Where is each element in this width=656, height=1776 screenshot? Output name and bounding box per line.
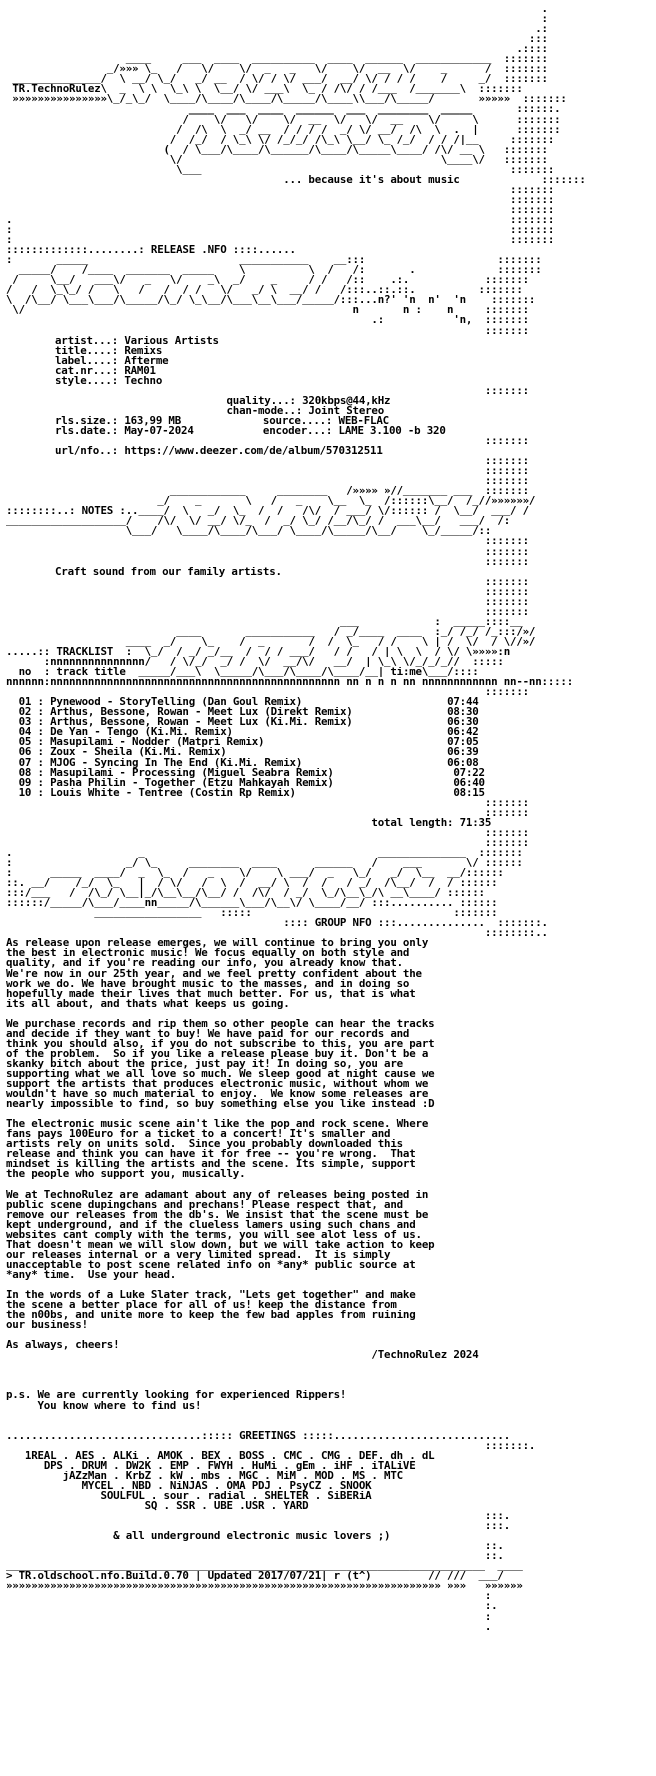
ascii-art: / /\ \ _/ __ / / / / _/ \/ __/ /\ \ . | ::::::: xyxy=(6,124,561,135)
group-nfo-line: mindset is killing the artists and the scene. Its simple, support xyxy=(6,1159,416,1170)
group-nfo-line: We purchase records and rip them so other people can hear the tracks xyxy=(6,1018,435,1029)
header-title: track title xyxy=(56,667,126,678)
spacer: ::::::: xyxy=(6,385,529,396)
total-length: total length: 71:35 xyxy=(371,817,492,828)
group-nfo-line: artists rely on units sold. Since you probably downloaded this xyxy=(6,1139,403,1150)
field-rls-size: rls.size.: 163,99 MB source....: WEB-FLAC xyxy=(55,415,389,426)
ascii-art: :::/___ / /\_/ \__|_/\__\__/\__/ / /\/ / _/ \_/\__\_/\ __\____/ :::::: xyxy=(6,888,485,899)
track-row: 02 : Arthus, Bessone, Rowan - Meet Lux (Direkt Remix) 08:30 xyxy=(18,707,479,718)
ascii-art: ::: xyxy=(6,34,548,45)
spacer: ::::::: xyxy=(6,466,529,477)
ascii-art: . xyxy=(6,4,548,15)
ascii-art: : _/ \_ ________ ____ ______ / ___ \/ :::::: xyxy=(6,857,523,869)
ascii-art: : ::::::: xyxy=(6,235,555,246)
ascii-art: / / \_\_/ / \ / / / / \/ _/ \ __/ / /:::..::.::. ::::::: xyxy=(6,285,523,296)
ascii-art: .: 'n, ::::::: xyxy=(6,315,529,326)
ascii-art: : xyxy=(6,1591,492,1602)
track-row: 06 : Zoux - Sheila (Ki.Mi. Remix) 06:39 xyxy=(18,747,479,758)
ascii-art: / \__/ ___\/ _ \/ _\ _/ _ / / /:: .:. ::::::: xyxy=(6,275,529,286)
greetings-line: DPS . DRUM . DW2K . EMP . FWYH . HuMi . gEm . iHF . iTALiVE xyxy=(43,1460,416,1471)
spacer: ::. xyxy=(6,1551,504,1562)
spacer: :::. xyxy=(6,1521,511,1532)
ascii-art: \___/ \____/\____/\___/ \____/\_____/\__/ \_/_____/:: xyxy=(6,526,492,537)
ascii-art: _/ _ \ / _ \__ \_ /::::::\__/ /_//»»»»»»/ xyxy=(6,496,536,507)
track-row: 10 : Louis White - Tentree (Costin Rp Remix) 08:15 xyxy=(18,787,485,798)
spacer: ::::::: xyxy=(6,837,529,848)
greetings-line: SQ . SSR . UBE .USR . YARD xyxy=(144,1500,309,1512)
spacer xyxy=(6,1380,650,1390)
group-nfo-line: The electronic music scene ain't like the pop and rock scene. Where xyxy=(6,1119,429,1130)
group-nfo-line: websites cant comply with the terms, you will see alot less of us. xyxy=(6,1229,422,1240)
group-nfo-line: fans pays 100Euro for a ticket to a concert! It's smaller and xyxy=(6,1129,391,1140)
spacer: ::::::: xyxy=(6,797,529,808)
spacer: :::. xyxy=(6,1511,511,1522)
group-nfo-line: unacceptable to post scene related info on *any* public source at xyxy=(6,1259,416,1270)
ascii-art: : ::::::: xyxy=(6,225,555,236)
ascii-art: ___ : _____::::__ xyxy=(6,616,523,627)
spacer xyxy=(6,1109,650,1119)
spacer xyxy=(6,1370,650,1380)
ascii-art: . xyxy=(6,1621,492,1632)
header-no: no xyxy=(18,667,32,678)
ascii-art: \ /\__/ \___\___/\_____/\_/ \_\__/\___\__\___/_____/:::...n?' 'n n' 'n ::::::: xyxy=(6,295,536,306)
ascii-art: nnnnnn:nnnnnnnnnnnnnnnnnnnnnnnnnnnnnnnnnnnnnnnnnnnnnn nn n n n nn nnnnnnnnnnnn nn--nn::::: xyxy=(6,677,574,688)
ascii-art: ::::::/_____/\___/____nn_____/\______\___/\__\/ \____/__/ :::.......... :::::: xyxy=(6,898,498,909)
spacer: ::::::: xyxy=(6,576,529,587)
track-row: 07 : MJOG - Syncing In The End (Ki.Mi. Remix) 06:08 xyxy=(18,757,479,768)
ascii-art: : _____ ____/ _ \_ / _ \/ \ ___/ _ \_/ _/ \__ __/:::::: xyxy=(6,868,504,879)
spacer xyxy=(6,1280,650,1290)
ascii-art: : _____ ___________ __::: ::::::: xyxy=(6,255,542,266)
field-chan-mode: chan-mode..: Joint Stereo xyxy=(6,405,385,416)
spacer: ::::::::.. xyxy=(6,928,548,939)
ascii-art: .: xyxy=(6,24,548,35)
spacer: ::::::: xyxy=(6,586,529,597)
section-release-nfo: :::::::::::::........: RELEASE .NFO ::::...... xyxy=(6,245,296,256)
section-notes: ::::::::..: NOTES :.. xyxy=(6,506,139,517)
tracklist-header: no : track title _____/___\ \_____/\___/\____/\____/__| ti:me\___/:::: xyxy=(18,667,479,678)
greetings-line: MYCEL . NBD . NiNJAS . OMA PDJ . PsyCZ . SNOOK xyxy=(81,1480,372,1491)
spacer xyxy=(6,1179,650,1189)
track-row: 08 : Masupilami - Processing (Miguel Seabra Remix) 07:22 xyxy=(18,767,485,778)
ascii-art: ____________________________________________________________________________ ____ xyxy=(6,1561,523,1572)
field-title: title....: Remixs xyxy=(55,345,163,356)
ascii-art: .:::: xyxy=(6,44,548,55)
group-nfo-line: of the problem. So if you like a release please buy it. Don't be a xyxy=(6,1048,429,1059)
spacer xyxy=(6,1421,650,1431)
spacer: ::. xyxy=(6,1541,504,1552)
ascii-art: :nnnnnnnnnnnnnnn/ / \/_/ _/ / \/ __/\/ __/ | \_\ \/_/_/_// ::::: xyxy=(6,657,504,668)
ascii-art: / /_/ / \_\ \/ /_/_/ /\_\ \__/ \_ /_/ / / /|__ ::::::: xyxy=(6,134,555,145)
ascii-art: . _ ______________ ::::::: xyxy=(6,847,523,858)
group-nfo-line: our releases internal or a very limited spread. It is simply xyxy=(6,1249,391,1260)
ascii-art: ____ ___ ____ __________ ____ ______ ____________ ::::::: xyxy=(6,54,548,65)
group-nfo-line: nearly impossible to find, so buy something else you like instead :D xyxy=(6,1099,435,1110)
ascii-art: \___ ::::::: xyxy=(6,164,555,175)
ascii-art: ::::::: xyxy=(6,204,555,215)
spacer xyxy=(6,1330,650,1340)
footer-line: > TR.oldschool.nfo.Build.0.70 | Updated 2017/07/21| r (t^) // /// ___/ xyxy=(6,1571,504,1582)
greetings-line: SOULFUL . sour . radial . SHELTER . SiBERiA xyxy=(100,1490,372,1501)
group-nfo-line: wouldn't have so much material to enjoy. We know some releases are xyxy=(6,1089,429,1100)
group-nfo-line: its all about, and thats what keeps us going. xyxy=(6,998,290,1009)
closing-cheers: As always, cheers! xyxy=(6,1340,120,1351)
group-nfo-line: think you should also, if you do not subscribe to this, you are part xyxy=(6,1038,435,1049)
field-style: style....: Techno xyxy=(55,375,163,386)
group-nfo-line: public scene dupingchans and prechans! Please respect that, and xyxy=(6,1199,403,1210)
spacer: ::::::: xyxy=(6,476,529,487)
ascii-art: ::::::: xyxy=(6,325,529,336)
track-row: 03 : Arthus, Bessone, Rowan - Meet Lux (Ki.Mi. Remix) 06:30 xyxy=(18,717,479,728)
track-row: 04 : De Yan - Tengo (Ki.Mi. Remix) 06:42 xyxy=(18,727,479,738)
ascii-art: ::. __/ /_/ \_ | / \/ / \ / __/ \ / / / _/ /\__/ / / :::::: xyxy=(6,878,498,889)
ascii-art: ::::::: xyxy=(6,184,555,195)
track-row: 09 : Pasha Philin - Together (Etzu Mahkayah Remix) 06:40 xyxy=(18,777,485,788)
spacer xyxy=(6,1360,650,1370)
header-time: ti:me xyxy=(390,667,422,678)
ascii-art: : xyxy=(6,1611,492,1622)
greetings-tail: & all underground electronic music lovers ;) xyxy=(113,1531,391,1542)
spacer: ::::::: xyxy=(6,436,529,447)
group-nfo-line: As release upon release emerges, we will continue to bring you only xyxy=(6,938,429,949)
group-nfo-line: release and think you can have it for free -- you're wrong. That xyxy=(6,1149,416,1160)
group-nfo-line: quality, and if you're reading our info, you already know that. xyxy=(6,958,403,969)
track-row: 01 : Pynewood - StoryTelling (Dan Goul Remix) 07:44 xyxy=(18,697,479,708)
field-rls-date: rls.date.: May-07-2024 encoder...: LAME 3.100 -b 320 xyxy=(55,425,446,437)
spacer xyxy=(6,1009,650,1019)
ascii-art: ... because it's about music ::::::: xyxy=(283,174,586,185)
field-label: label....: Afterme xyxy=(55,355,169,366)
spacer: ::::::: xyxy=(6,596,529,607)
group-nfo-line: We're now in our 25th year, and we feel pretty confident about the xyxy=(6,968,422,979)
ascii-art: _________________ ::::: ::::::: xyxy=(6,908,498,919)
ascii-art: :. xyxy=(6,1601,498,1612)
group-nfo-line: the n00bs, and unite more to keep the few bad apples from ruining xyxy=(6,1310,416,1321)
group-nfo-line: kept underground, and if the clueless lamers using such chans and xyxy=(6,1219,416,1230)
nfo-document xyxy=(6,4,650,1632)
group-nfo-line: support the artists that produces electronic music, without whom we xyxy=(6,1079,429,1090)
ascii-art: \/ n n : n ::::::: xyxy=(6,305,529,316)
section-greetings: ...............................::::: GREETINGS :::::............................ xyxy=(6,1430,511,1441)
ascii-art: ( / \___/\____/\______/\____/\_____\____/ /\/ __ \ ::::::: xyxy=(6,144,548,155)
ascii-art: : xyxy=(6,14,548,25)
spacer: :::::::. xyxy=(6,1440,536,1451)
closing-signature: /TechnoRulez 2024 xyxy=(371,1350,479,1361)
spacer: ::::::: xyxy=(6,546,529,557)
ascii-art: _/»»» \_ / \/ \/ _ _ \/ \/ __ \/ _ / ::::::: xyxy=(6,64,548,75)
ascii-art: »»»»»»»»»»»»»»»\_/_\_/ \____/\____/\____/\_____/\____\\___/\_____/ »»»»» ::::::: xyxy=(6,94,567,105)
ascii-art: ____ ___ ____ ______ ___ ________ _____ ::::::. xyxy=(6,104,561,115)
ascii-art: »»»»»»»»»»»»»»»»»»»»»»»»»»»»»»»»»»»»»»»»»»»»»»»»»»»»»»»»»»»»»»»»»»»»» »»» »»»»»» xyxy=(6,1581,523,1592)
ascii-art: ::::::: xyxy=(6,536,529,547)
group-nfo-line: skanky bitch about the price, just pay it! In doing so, you are xyxy=(6,1058,403,1069)
group-nfo-line: That doesn't mean we will slow down, but we will take action to keep xyxy=(6,1239,435,1250)
spacer: ::::::: xyxy=(6,807,529,818)
group-nfo-line: We at TechnoRulez are adamant about any of releases being posted in xyxy=(6,1189,429,1200)
field-quality: quality...: 320kbps@44,kHz xyxy=(6,395,391,406)
group-nfo-line: the people who support you, musically. xyxy=(6,1169,246,1180)
group-nfo-line: our business! xyxy=(6,1320,88,1331)
ascii-art: TR.TechnoRulez\ _ \ \ \_\ \ \__/ \/ ___\ \_ / /\/ / /___ /_______\ ::::::: xyxy=(12,84,523,95)
group-tag: TR.TechnoRulez xyxy=(12,84,101,95)
notes-text: Craft sound from our family artists. xyxy=(55,566,282,577)
ascii-art: . ::::::: xyxy=(6,214,555,226)
ascii-art: _____/ /____ _______ _____ \ \ / /: . ::::::: xyxy=(6,265,542,276)
group-nfo-line: the best in electronic music! We focus equally on both style and xyxy=(6,948,410,959)
group-nfo-line: In the words of a Luke Slater track, "Lets get together" and make xyxy=(6,1290,416,1301)
spacer: ::::::: xyxy=(6,556,529,567)
group-nfo-line: supporting what we all love so much. We sleep good at night cause we xyxy=(6,1068,435,1080)
greetings-line: 1REAL . AES . ALKi . AMOK . BEX . BOSS . CMC . CMG . DEF. dh . dL xyxy=(24,1450,435,1461)
ascii-art: / \/ \/ \/ __ \/ \/ __ \/ \ ::::::: xyxy=(6,114,561,125)
group-nfo-line: hopefully made their lives that much better. For us, that is what xyxy=(6,988,416,999)
group-motto: ... because it's about music xyxy=(283,174,460,185)
ascii-art: ::::::::..: NOTES :..____/ \ _/ \_ / / /\/ / ___/ \/:::::: / \__/ ___/ / xyxy=(6,506,529,517)
spacer: ::::::: xyxy=(6,606,529,617)
greetings-line: jAZzMan . KrbZ . kW . mbs . MGC . MiM . MOD . MS . MTC xyxy=(62,1470,403,1481)
field-catnr: cat.nr...: RAM01 xyxy=(55,365,156,376)
track-row: 05 : Masupilami - Nodder (Matpri Remix) 07:05 xyxy=(18,737,479,748)
section-tracklist: .....:: TRACKLIST : xyxy=(6,647,133,658)
spacer: ::::::: xyxy=(6,687,529,698)
group-nfo-line: the scene a better place for all of us! keep the distance from xyxy=(6,1300,397,1311)
group-nfo-line: work we do. We have brought music to the masses, and in doing so xyxy=(6,978,410,989)
field-url: url/nfo..: https://www.deezer.com/de/album/570312511 xyxy=(55,446,383,457)
section-group-nfo: :::: GROUP NFO :::.............. :::::::. xyxy=(283,918,548,929)
field-artist: artist...: Various Artists xyxy=(55,335,219,346)
ascii-art: ___________________/ /\/ \/ __/ \/_ / _/ \_/ /__/\_/ / ___\__/ ___/ /: xyxy=(6,516,511,527)
spacer: ::::::: xyxy=(6,456,529,467)
ascii-art: ::::::: xyxy=(6,194,555,205)
spacer: ::::::: xyxy=(6,827,529,838)
ascii-art: ______________/ \ __/ \_/ _/ __ / \/ / \/ ___/ __/ \/ / / / / _/ ::::::: xyxy=(6,74,548,85)
ps-line: p.s. We are currently looking for experienced Rippers! xyxy=(6,1390,347,1401)
ascii-art: ____________ ________ /»»»» »//_______ ___ ::::::: xyxy=(6,486,529,497)
ascii-art: .....:: TRACKLIST : \_/ / _/ _/__ / / / ___/ / / / | \ \ / \/ \»»»»:n xyxy=(6,647,511,658)
ps-line: You know where to find us! xyxy=(6,1400,202,1411)
ascii-art: \/ \____\/ ::::::: xyxy=(6,154,548,165)
group-nfo-line: remove our releases from the db's. We insist that the scene must be xyxy=(6,1209,429,1220)
spacer xyxy=(6,1411,650,1421)
ascii-art: ____ ___________ / _/____ ____ :_/ /_/ /_:::/»/ xyxy=(6,626,536,637)
ascii-art: ____ _/ \_ / _ / / \_ / / \ | / \/ / \//»/ xyxy=(6,636,536,647)
group-nfo-line: *any* time. Use your head. xyxy=(6,1269,177,1280)
group-nfo-line: and decide if they want to buy! We have paid for our records and xyxy=(6,1028,410,1039)
